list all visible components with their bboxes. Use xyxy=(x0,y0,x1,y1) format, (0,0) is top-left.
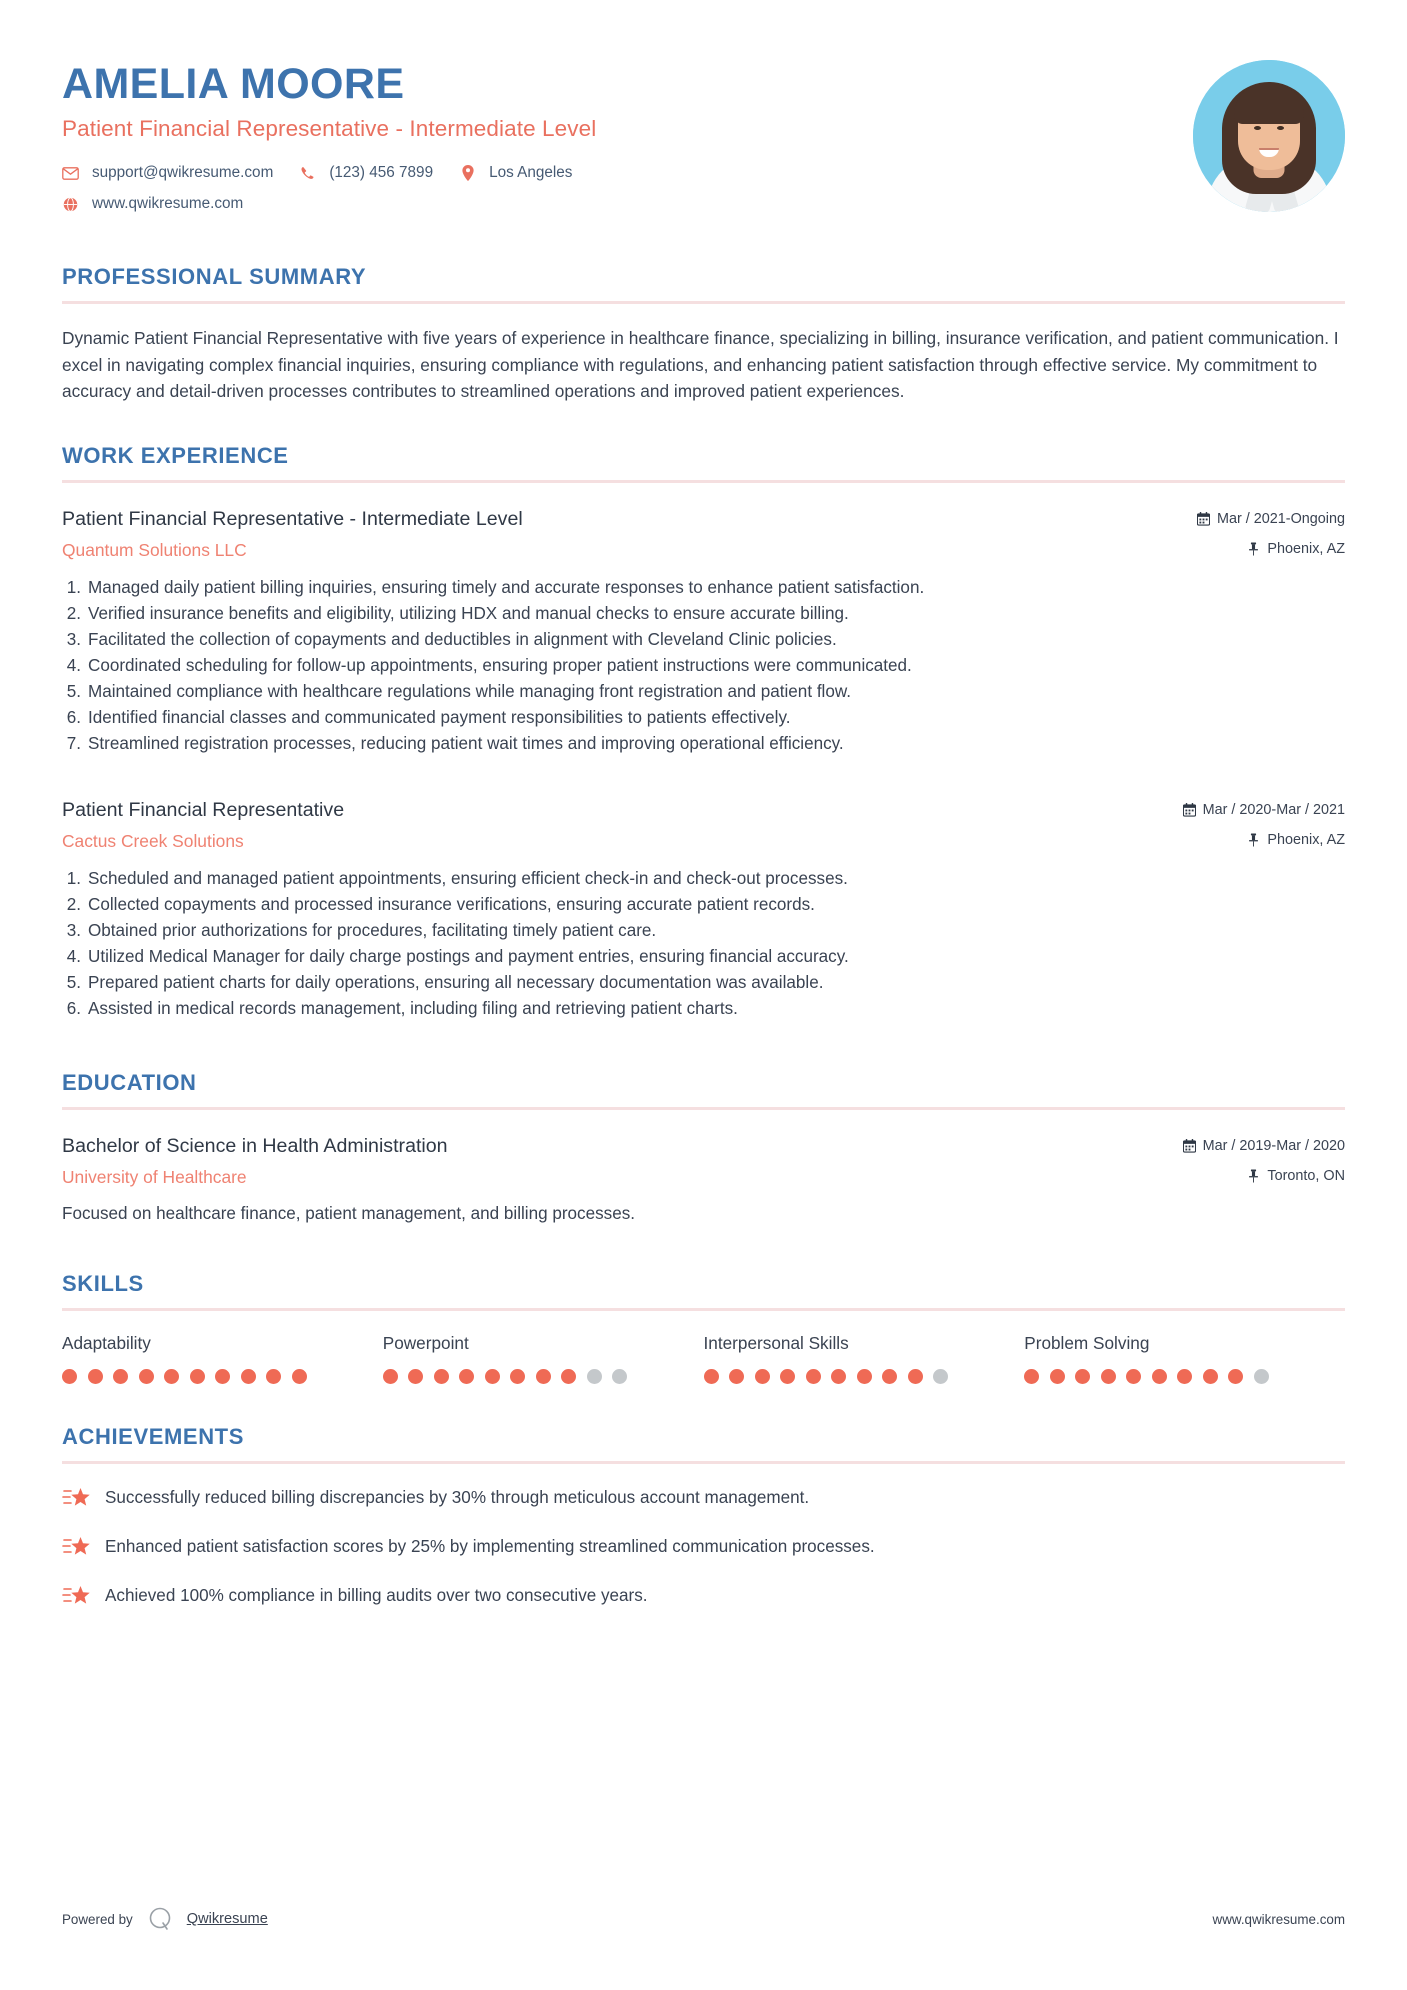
calendar-icon xyxy=(1197,512,1210,526)
skill-dot-filled xyxy=(510,1369,525,1384)
map-pin-icon xyxy=(459,165,476,182)
section-professional-summary xyxy=(62,264,1345,404)
skill-dot-filled xyxy=(292,1369,307,1384)
section-achievements xyxy=(62,1424,1345,1608)
skill-dot-filled xyxy=(434,1369,449,1384)
skill-dot-filled xyxy=(383,1369,398,1384)
bullet-text: Streamlined registration processes, reducing patient wait times and improving operational efficiency. xyxy=(88,733,844,753)
list-item xyxy=(62,731,1345,757)
list-item xyxy=(62,866,1345,892)
skill-dot-filled xyxy=(1101,1369,1116,1384)
skill-dot-filled xyxy=(704,1369,719,1384)
skill-dot-filled xyxy=(485,1369,500,1384)
map-pin-icon xyxy=(1247,1169,1260,1183)
work-entry-header xyxy=(62,797,1345,852)
skill-item xyxy=(704,1333,1025,1384)
achievement-text: Successfully reduced billing discrepancies by 30% through meticulous account management. xyxy=(105,1488,810,1508)
bullet-number: 3. xyxy=(66,629,81,649)
qwikresume-brand-link[interactable]: Qwikresume xyxy=(186,1911,268,1927)
work-entry-date-text: Mar / 2021-Ongoing xyxy=(1217,510,1345,527)
education-entry-header xyxy=(62,1133,1345,1188)
skill-dot-filled xyxy=(241,1369,256,1384)
avatar-eye-right xyxy=(1277,126,1284,130)
education-entry xyxy=(62,1133,1345,1227)
work-entry xyxy=(62,506,1345,757)
skill-dot-filled xyxy=(1126,1369,1141,1384)
achievement-text: Enhanced patient satisfaction scores by 25% by implementing streamlined communication processes. xyxy=(105,1536,875,1556)
work-entry-location-text: Phoenix, AZ xyxy=(1267,831,1345,848)
work-entry-date xyxy=(1197,511,1345,527)
list-item xyxy=(62,705,1345,731)
education-entry-list xyxy=(62,1133,1345,1227)
page-title: AMELIA MOORE xyxy=(62,60,405,108)
education-entry-left xyxy=(62,1133,1183,1188)
work-entry-meta xyxy=(1183,797,1345,848)
skill-dot-filled xyxy=(1177,1369,1192,1384)
skill-dot-filled xyxy=(857,1369,872,1384)
globe-icon xyxy=(62,196,79,213)
skill-item xyxy=(383,1333,704,1384)
map-pin-icon xyxy=(1247,542,1260,556)
skill-name: Problem Solving xyxy=(1024,1333,1150,1354)
education-degree: Bachelor of Science in Health Administration xyxy=(62,1134,448,1157)
skill-dot-filled xyxy=(1075,1369,1090,1384)
achievement-text: Achieved 100% compliance in billing audits over two consecutive years. xyxy=(105,1585,648,1605)
star-icon xyxy=(62,1486,92,1510)
work-entry-list xyxy=(62,506,1345,1022)
skill-dot-filled xyxy=(908,1369,923,1384)
contact-phone-text: (123) 456 7899 xyxy=(329,164,434,182)
bullet-number: 1. xyxy=(66,577,81,597)
skill-dot-filled xyxy=(780,1369,795,1384)
list-item xyxy=(62,679,1345,705)
work-entry-location xyxy=(1197,541,1345,557)
skill-dot-filled xyxy=(215,1369,230,1384)
achievement-list xyxy=(62,1486,1345,1608)
section-title-summary: PROFESSIONAL SUMMARY xyxy=(62,264,367,290)
skill-dot-filled xyxy=(1152,1369,1167,1384)
education-institution: University of Healthcare xyxy=(62,1167,247,1188)
skill-item xyxy=(62,1333,383,1384)
bullet-text: Identified financial classes and communicated payment responsibilities to patients effectively. xyxy=(88,707,791,727)
work-entry-title: Patient Financial Representative - Intermediate Level xyxy=(62,507,523,530)
section-title-education: EDUCATION xyxy=(62,1069,197,1095)
skill-dot-filled xyxy=(1228,1369,1243,1384)
skill-dot-filled xyxy=(1024,1369,1039,1384)
bullet-text: Managed daily patient billing inquiries, ensuring timely and accurate responses to enhance patient satisfaction. xyxy=(88,577,925,597)
bullet-text: Maintained compliance with healthcare regulations while managing front registration and patient flow. xyxy=(88,681,852,701)
skill-rating-dots xyxy=(383,1369,704,1384)
bullet-number: 4. xyxy=(66,655,81,675)
bullet-text: Collected copayments and processed insurance verifications, ensuring accurate patient records. xyxy=(88,895,815,915)
education-location-text: Toronto, ON xyxy=(1267,1167,1345,1184)
skill-item xyxy=(1024,1333,1345,1384)
skill-dot-empty xyxy=(587,1369,602,1384)
contact-row-website xyxy=(62,195,1193,213)
education-date-text: Mar / 2019-Mar / 2020 xyxy=(1202,1137,1345,1154)
list-item xyxy=(62,653,1345,679)
calendar-icon xyxy=(1183,1139,1196,1153)
skill-dot-empty xyxy=(933,1369,948,1384)
section-title-achievements: ACHIEVEMENTS xyxy=(62,1424,244,1450)
list-item xyxy=(62,601,1345,627)
skill-dot-filled xyxy=(139,1369,154,1384)
contact-location xyxy=(459,164,572,182)
section-skills xyxy=(62,1271,1345,1384)
work-entry-location-text: Phoenix, AZ xyxy=(1267,540,1345,557)
bullet-number: 5. xyxy=(66,681,81,701)
list-item xyxy=(62,996,1345,1022)
work-entry-meta xyxy=(1197,506,1345,557)
bullet-number: 3. xyxy=(66,921,81,941)
list-item xyxy=(62,892,1345,918)
list-item xyxy=(62,918,1345,944)
skill-dot-filled xyxy=(190,1369,205,1384)
skill-rating-dots xyxy=(704,1369,1025,1384)
work-entry-left xyxy=(62,797,1183,852)
work-entry xyxy=(62,797,1345,1022)
bullet-text: Verified insurance benefits and eligibility, utilizing HDX and manual checks to ensure accurate billing. xyxy=(88,603,849,623)
contact-email[interactable] xyxy=(62,164,273,182)
header-left xyxy=(62,58,1193,226)
skill-name: Interpersonal Skills xyxy=(703,1333,849,1354)
skill-dot-filled xyxy=(113,1369,128,1384)
phone-icon xyxy=(299,165,316,182)
header-job-role: Patient Financial Representative - Intermediate Level xyxy=(62,116,597,142)
bullet-text: Scheduled and managed patient appointments, ensuring efficient check-in and check-out processes. xyxy=(88,869,848,889)
skill-dot-filled xyxy=(831,1369,846,1384)
contact-email-text: support@qwikresume.com xyxy=(92,164,274,182)
skill-dot-filled xyxy=(459,1369,474,1384)
bullet-text: Facilitated the collection of copayments and deductibles in alignment with Cleveland Clinic policies. xyxy=(88,629,837,649)
skill-dot-empty xyxy=(612,1369,627,1384)
work-entry-location xyxy=(1183,832,1345,848)
skill-dot-filled xyxy=(408,1369,423,1384)
skill-dot-filled xyxy=(164,1369,179,1384)
star-icon xyxy=(62,1584,92,1608)
work-entry-bullets xyxy=(62,866,1345,1022)
achievement-item xyxy=(62,1584,1345,1609)
skill-dot-filled xyxy=(536,1369,551,1384)
calendar-icon xyxy=(1183,803,1196,817)
bullet-number: 4. xyxy=(66,947,81,967)
work-entry-date xyxy=(1183,802,1345,818)
footer-brand-group xyxy=(62,1904,268,1934)
envelope-icon xyxy=(62,165,79,182)
list-item xyxy=(62,627,1345,653)
section-title-skills: SKILLS xyxy=(62,1271,144,1297)
section-education xyxy=(62,1070,1345,1227)
skill-dot-filled xyxy=(729,1369,744,1384)
contact-phone[interactable] xyxy=(299,164,433,182)
list-item xyxy=(62,944,1345,970)
skill-dot-filled xyxy=(62,1369,77,1384)
contact-location-text: Los Angeles xyxy=(489,164,573,182)
skill-dot-filled xyxy=(266,1369,281,1384)
skill-dot-filled xyxy=(561,1369,576,1384)
footer-website[interactable]: www.qwikresume.com xyxy=(1212,1911,1345,1927)
contact-website[interactable] xyxy=(62,195,243,213)
section-work-experience xyxy=(62,443,1345,1022)
skill-dot-filled xyxy=(1203,1369,1218,1384)
section-divider xyxy=(62,1461,1345,1464)
contact-rows xyxy=(62,164,1193,213)
section-divider xyxy=(62,1107,1345,1110)
contact-website-text: www.qwikresume.com xyxy=(92,195,244,213)
page-footer xyxy=(62,1904,1345,1934)
work-entry-left xyxy=(62,506,1197,561)
achievement-item xyxy=(62,1486,1345,1511)
education-entry-meta xyxy=(1183,1133,1345,1184)
work-entry-date-text: Mar / 2020-Mar / 2021 xyxy=(1202,801,1345,818)
skills-grid xyxy=(62,1333,1345,1384)
work-entry-company: Cactus Creek Solutions xyxy=(62,831,244,852)
bullet-number: 1. xyxy=(66,869,81,889)
bullet-number: 6. xyxy=(66,707,81,727)
work-entry-header xyxy=(62,506,1345,561)
skill-dot-filled xyxy=(882,1369,897,1384)
skill-rating-dots xyxy=(1024,1369,1345,1384)
bullet-text: Utilized Medical Manager for daily charge postings and payment entries, ensuring financial accuracy. xyxy=(88,947,849,967)
section-divider xyxy=(62,1308,1345,1311)
skill-dot-filled xyxy=(1050,1369,1065,1384)
achievement-item xyxy=(62,1535,1345,1560)
bullet-text: Obtained prior authorizations for procedures, facilitating timely patient care. xyxy=(88,921,657,941)
bullet-number: 2. xyxy=(66,603,81,623)
education-date xyxy=(1183,1138,1345,1154)
skill-dot-empty xyxy=(1254,1369,1269,1384)
skill-dot-filled xyxy=(755,1369,770,1384)
section-divider xyxy=(62,480,1345,483)
work-entry-company: Quantum Solutions LLC xyxy=(62,539,247,560)
qwikresume-logo-icon xyxy=(145,1904,175,1934)
summary-text: Dynamic Patient Financial Representative with five years of experience in healthcare finance, specializing in billing, insurance verification, and patient communication. I excel in navigating complex financial inquiries, ensuring compliance with regulations, and enhancing patient satisfaction through effective service. My commitment to accuracy and detail-driven processes contributes to streamlined operations and improved patient experiences. xyxy=(62,328,1339,402)
list-item xyxy=(62,575,1345,601)
bullet-text: Coordinated scheduling for follow-up appointments, ensuring proper patient instructions were communicated. xyxy=(88,655,912,675)
bullet-text: Assisted in medical records management, including filing and retrieving patient charts. xyxy=(88,999,738,1018)
skill-dot-filled xyxy=(806,1369,821,1384)
avatar xyxy=(1193,60,1345,212)
work-entry-title: Patient Financial Representative xyxy=(62,798,345,821)
map-pin-icon xyxy=(1247,833,1260,847)
bullet-number: 5. xyxy=(66,973,81,993)
work-entry-bullets xyxy=(62,575,1345,757)
skill-dot-filled xyxy=(88,1369,103,1384)
bullet-text: Prepared patient charts for daily operations, ensuring all necessary documentation was available. xyxy=(88,973,824,993)
skill-name: Powerpoint xyxy=(382,1333,469,1354)
education-description: Focused on healthcare finance, patient management, and billing processes. xyxy=(62,1204,635,1224)
avatar-eye-left xyxy=(1254,126,1261,130)
section-title-work: WORK EXPERIENCE xyxy=(62,442,289,468)
bullet-number: 6. xyxy=(66,999,81,1018)
list-item xyxy=(62,970,1345,996)
education-location xyxy=(1183,1168,1345,1184)
skill-rating-dots xyxy=(62,1369,383,1384)
bullet-number: 7. xyxy=(66,733,81,753)
star-icon xyxy=(62,1535,92,1559)
powered-by-label: Powered by xyxy=(62,1911,133,1927)
contact-row-primary xyxy=(62,164,1193,182)
skill-name: Adaptability xyxy=(62,1333,151,1354)
section-divider xyxy=(62,301,1345,304)
bullet-number: 2. xyxy=(66,895,81,915)
resume-header xyxy=(62,0,1345,226)
